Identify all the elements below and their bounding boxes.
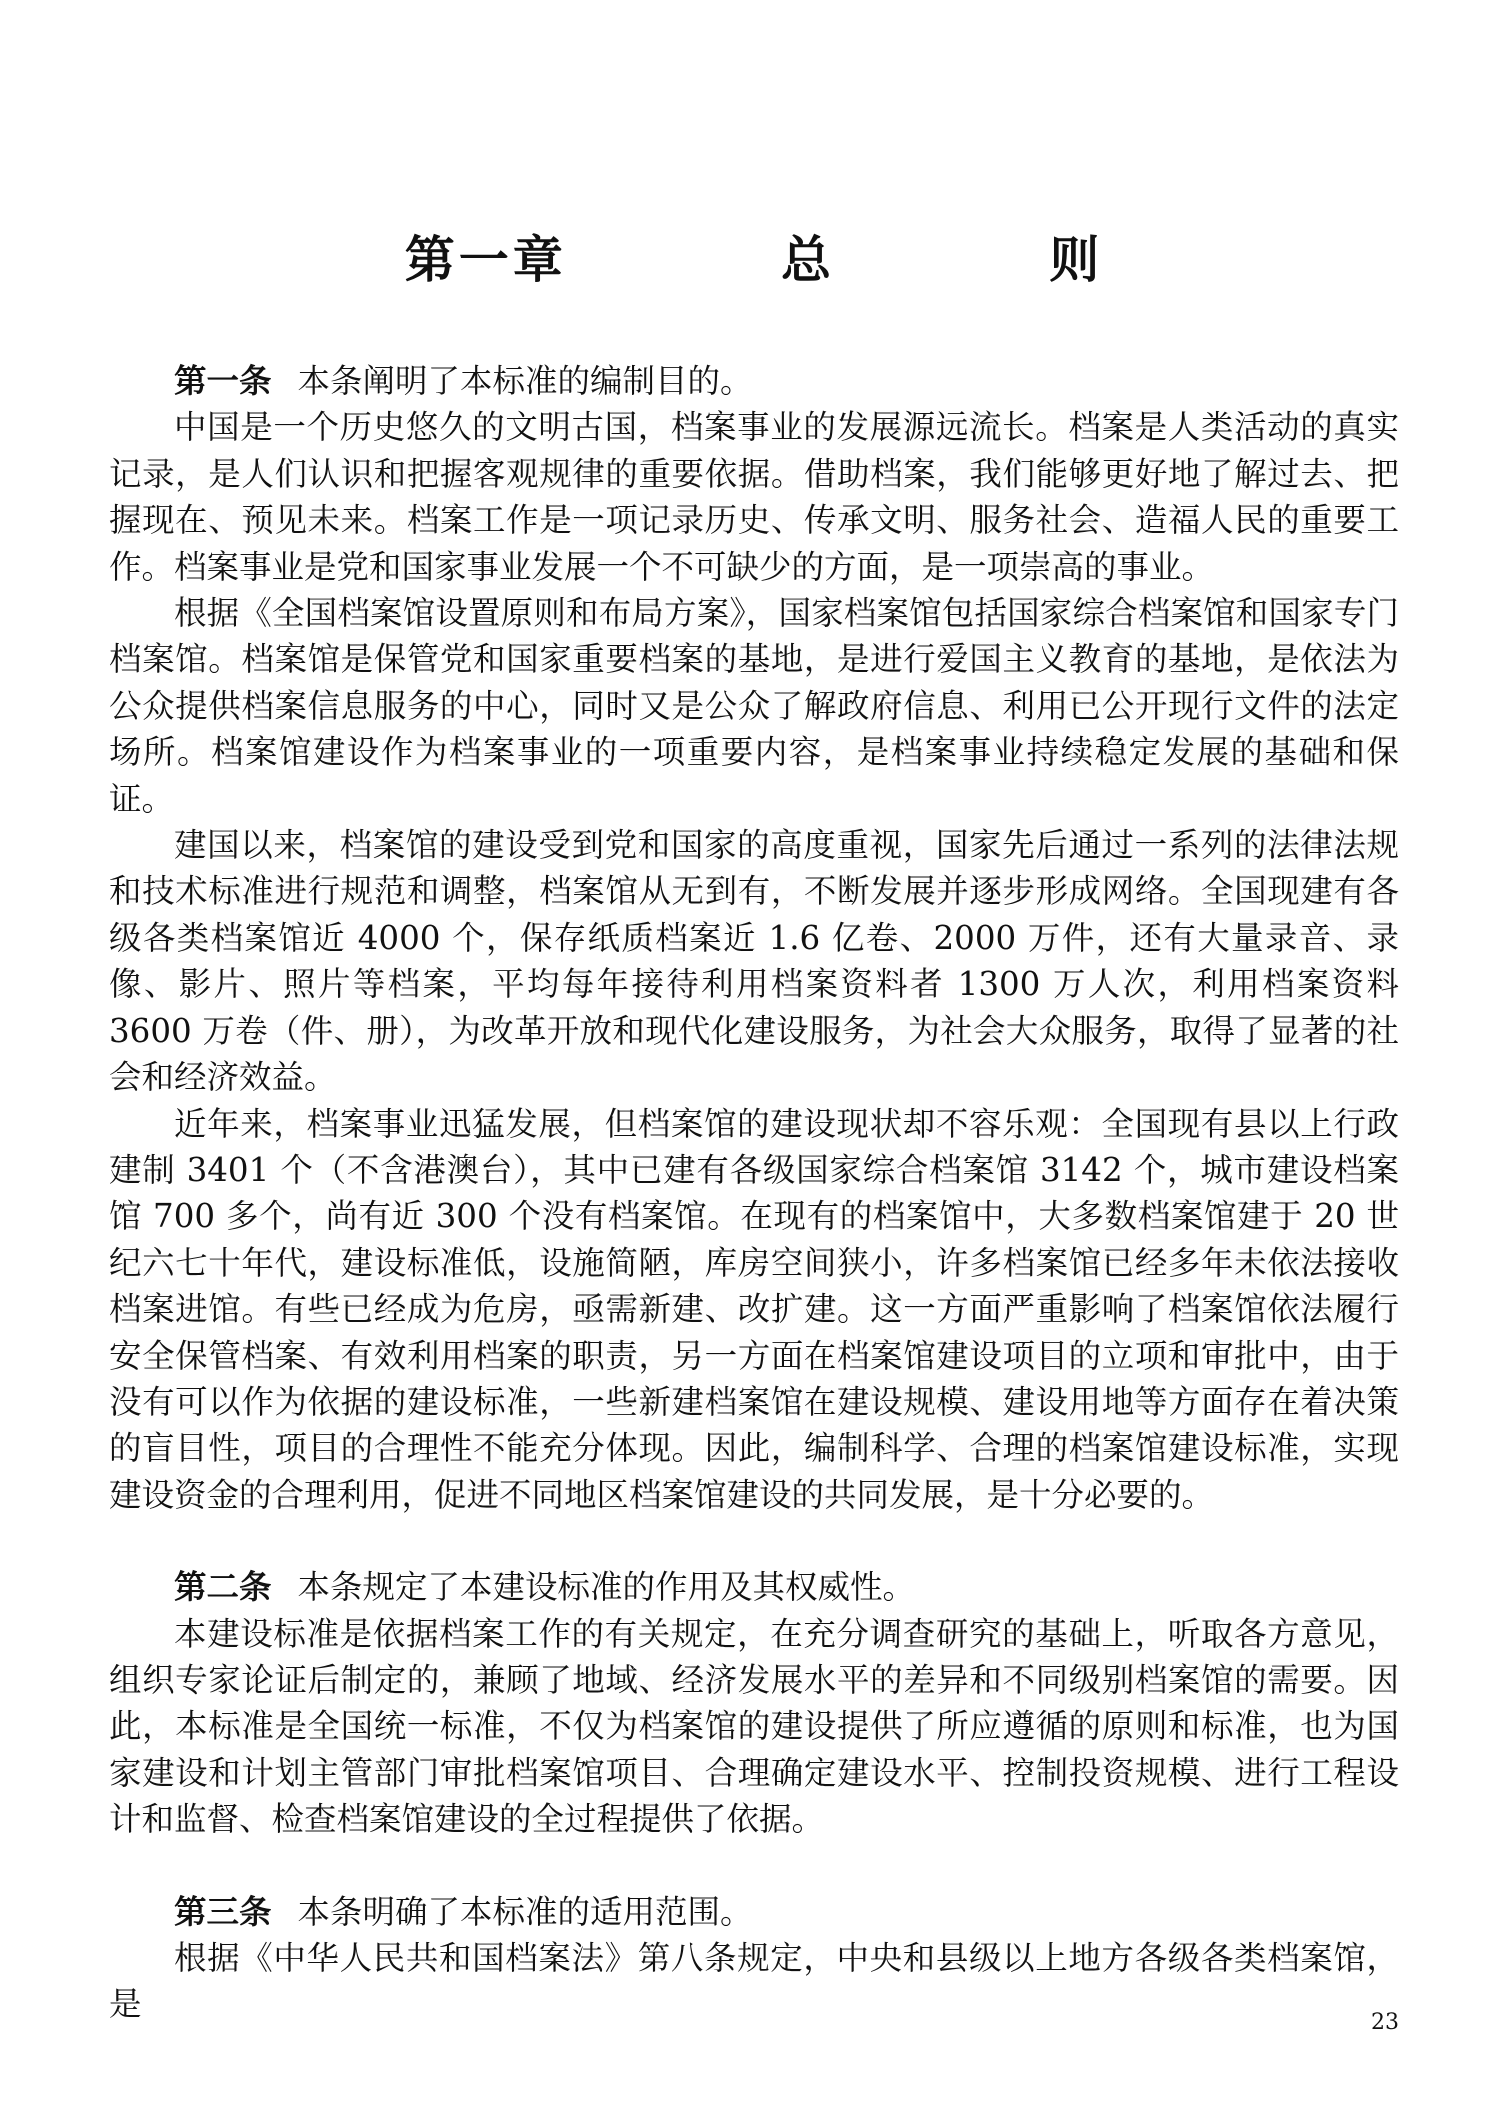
article-1-heading — [109, 358, 1399, 404]
article-summary: 本条阐明了本标准的编制目的。 — [297, 362, 753, 400]
article-3-heading — [109, 1889, 1399, 1935]
chapter-title: 第一章 总 则 — [404, 230, 1104, 289]
paragraph: 根据《中华人民共和国档案法》第八条规定，中央和县级以上地方各级各类档案馆，是 — [109, 1939, 1399, 2024]
paragraph: 近年来，档案事业迅猛发展，但档案馆的建设现状却不容乐观：全国现有县以上行政建制 3401 个（不含港澳台），其中已建有各级国家综合档案馆 3142 个，城市建设档案馆 700 多个，尚有近 300 个没有档案馆。在现有的档案馆中，大多数档案馆建于 20 世纪六七十年代，建设标准低，设施简陋，库房空间狭小，许多档案馆已经多年未依法接收档案进馆。有些已经成为危房，亟需新建、改扩建。这一方面严重影响了档案馆依法履行安全保管档案、有效利用档案的职责，另一方面在档案馆建设项目的立项和审批中，由于没有可以作为依据的建设标准，一些新建档案馆在建设规模、建设用地等方面存在着决策的盲目性，项目的合理性不能充分体现。因此，编制科学、合理的档案馆建设标准，实现建设资金的合理利用，促进不同地区档案馆建设的共同发展，是十分必要的。 — [109, 1104, 1399, 1514]
article-summary: 本条规定了本建设标准的作用及其权威性。 — [297, 1568, 916, 1607]
article-summary: 本条明确了本标准的适用范围。 — [297, 1892, 753, 1931]
body-text — [109, 358, 1399, 2028]
paragraph: 中国是一个历史悠久的文明古国，档案事业的发展源远流长。档案是人类活动的真实记录，是人们认识和把握客观规律的重要依据。借助档案，我们能够更好地了解过去、把握现在、预见未来。档案工作是一项记录历史、传承文明、服务社会、造福人民的重要工作。档案事业是党和国家事业发展一个不可缺少的方面，是一项崇高的事业。 — [109, 408, 1399, 586]
paragraph: 建国以来，档案馆的建设受到党和国家的高度重视，国家先后通过一系列的法律法规和技术标准进行规范和调整，档案馆从无到有，不断发展并逐步形成网络。全国现建有各级各类档案馆近 4000 个，保存纸质档案近 1.6 亿卷、2000 万件，还有大量录音、录像、影片、照片等档案，平均每年接待利用档案资料者 1300 万人次，利用档案资料 3600 万卷（件、册），为改革开放和现代化建设服务，为社会大众服务，取得了显著的社会和经济效益。 — [109, 826, 1399, 1097]
paragraph: 本建设标准是依据档案工作的有关规定，在充分调查研究的基础上，听取各方意见，组织专家论证后制定的，兼顾了地域、经济发展水平的差异和不同级别档案馆的需要。因此，本标准是全国统一标准，不仅为档案馆的建设提供了所应遵循的原则和标准，也为国家建设和计划主管部门审批档案馆项目、合理确定建设水平、控制投资规模、进行工程设计和监督、检查档案馆建设的全过程提供了依据。 — [109, 1614, 1399, 1839]
paragraph: 根据《全国档案馆设置原则和布局方案》，国家档案馆包括国家综合档案馆和国家专门档案馆。档案馆是保管党和国家重要档案的基地，是进行爱国主义教育的基地，是依法为公众提供档案信息服务的中心，同时又是公众了解政府信息、利用已公开现行文件的法定场所。档案馆建设作为档案事业的一项重要内容，是档案事业持续稳定发展的基础和保证。 — [109, 594, 1399, 818]
article-label: 第二条 — [174, 1567, 272, 1607]
article-label: 第三条 — [174, 1891, 272, 1931]
article-2-heading — [109, 1564, 1399, 1610]
document-page — [109, 0, 1399, 2121]
article-label: 第一条 — [174, 361, 272, 400]
page-number: 23 — [1371, 2010, 1399, 2035]
